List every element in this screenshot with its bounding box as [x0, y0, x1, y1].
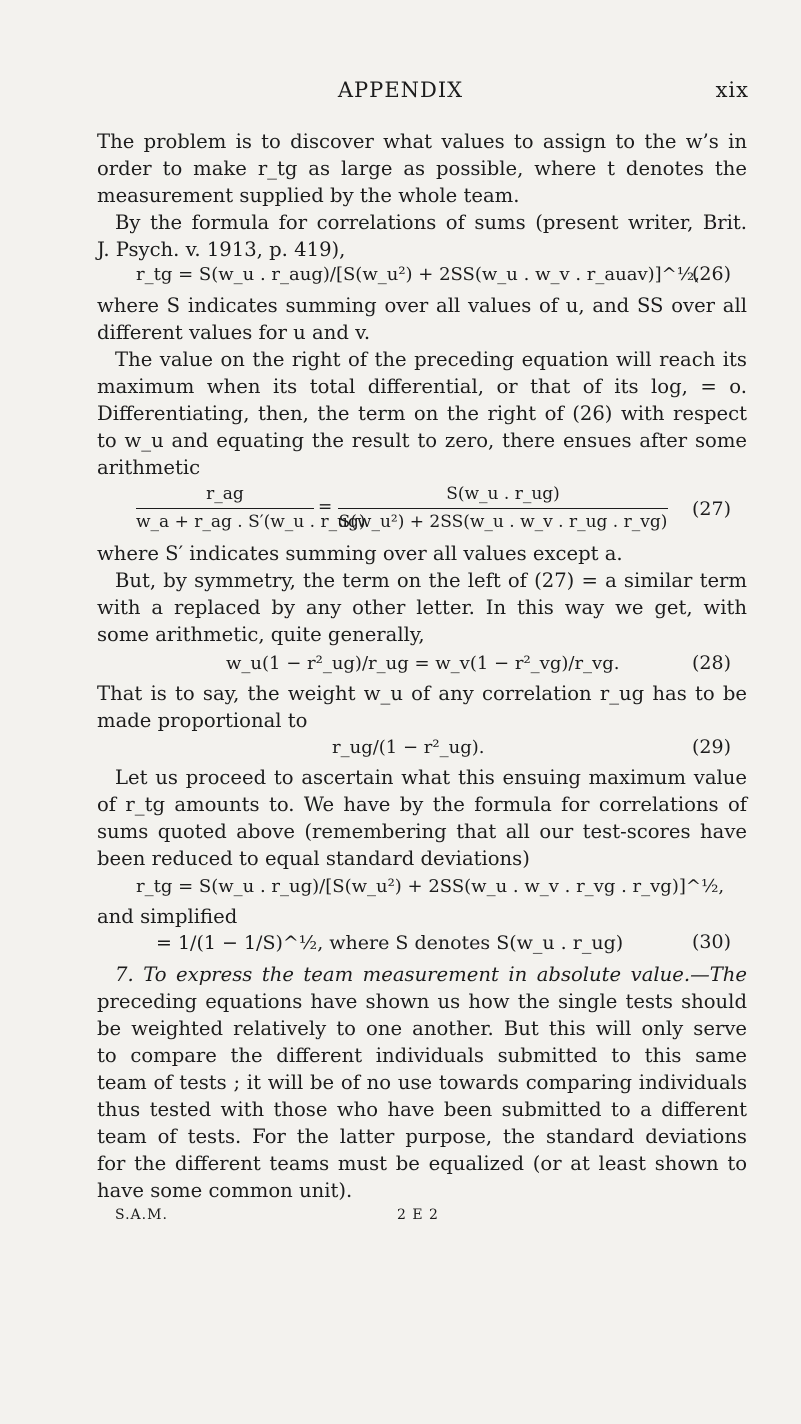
fraction-bar	[338, 508, 668, 509]
equation-number: (29)	[692, 736, 732, 758]
equation-number: (26)	[692, 263, 732, 285]
equation-30: = 1/(1 − 1/S)^½, where S denotes S(w_u . r_ug)	[156, 932, 624, 954]
text-line: By the formula for correlations of sums (present writer, Brit.	[115, 211, 747, 234]
equation-number: (28)	[692, 652, 732, 674]
text-line: arithmetic	[97, 456, 201, 479]
equation-26: r_tg = S(w_u . r_aug)/[S(w_u²) + 2SS(w_u . w_v . r_auav)]^½,	[136, 264, 700, 285]
text-line: Differentiating, then, the term on the right of (26) with respect	[97, 402, 747, 425]
text-line: be weighted relatively to one another. But this will only serve	[97, 1017, 747, 1040]
equals-sign: =	[318, 497, 333, 517]
text-line: sums quoted above (remembering that all our test-scores have	[97, 820, 747, 843]
text-line: That is to say, the weight w_u of any correlation r_ug has to be	[97, 682, 747, 705]
fraction-denominator: S(w_u²) + 2SS(w_u . w_v . r_ug . r_vg)	[338, 512, 668, 532]
text-line: for the different teams must be equalized (or at least shown to	[97, 1152, 747, 1175]
text-line: where S′ indicates summing over all values except a.	[97, 542, 623, 565]
text-line: maximum when its total differential, or that of its log, = o.	[97, 375, 747, 398]
text-line: measurement supplied by the whole team.	[97, 184, 520, 207]
equation-29: r_ug/(1 − r²_ug).	[332, 737, 485, 758]
running-title: APPENDIX	[337, 78, 464, 102]
fraction-denominator: w_a + r_ag . S′(w_u . r_ug)	[136, 512, 366, 532]
text-line: thus tested with those who have been submitted to a different	[97, 1098, 747, 1121]
text-line: with a replaced by any other letter. In this way we get, with	[97, 596, 747, 619]
text-line: Let us proceed to ascertain what this ensuing maximum value	[115, 766, 747, 789]
text-line: and simplified	[97, 905, 238, 928]
fraction-numerator: S(w_u . r_ug)	[446, 484, 560, 504]
running-header	[0, 78, 801, 108]
text-line: been reduced to equal standard deviations)	[97, 847, 530, 870]
fraction-bar	[136, 508, 314, 509]
equation-28: w_u(1 − r²_ug)/r_ug = w_v(1 − r²_vg)/r_vg.	[226, 653, 620, 674]
text-line: different values for u and v.	[97, 321, 371, 344]
equation-number: (27)	[692, 498, 732, 520]
section-heading-line: 7. To express the team measurement in absolute value.—The	[115, 963, 747, 986]
text-line: J. Psych. v. 1913, p. 419),	[97, 238, 346, 261]
text-line: But, by symmetry, the term on the left of (27) = a similar term	[115, 569, 747, 592]
footer-author-mark: S.A.M.	[115, 1207, 168, 1223]
text-line: to compare the different individuals submitted to this same	[97, 1044, 747, 1067]
text-line: team of tests ; it will be of no use towards comparing individuals	[97, 1071, 747, 1094]
text-line: of r_tg amounts to. We have by the formula for correlations of	[97, 793, 747, 816]
fraction-numerator: r_ag	[206, 484, 244, 504]
text-line: some arithmetic, quite generally,	[97, 623, 425, 646]
text-line: have some common unit).	[97, 1179, 353, 1202]
footer-signature-mark: 2 E 2	[397, 1207, 439, 1223]
equation-sum: r_tg = S(w_u . r_ug)/[S(w_u²) + 2SS(w_u . w_v . r_vg . r_vg)]^½,	[136, 876, 725, 897]
equation-number: (30)	[692, 931, 732, 953]
page-folio: xix	[715, 78, 749, 102]
text-line: The problem is to discover what values to assign to the w’s in	[97, 130, 747, 153]
text-line: where S indicates summing over all values of u, and SS over all	[97, 294, 747, 317]
text-line: order to make r_tg as large as possible, where t denotes the	[97, 157, 747, 180]
text-line: team of tests. For the latter purpose, the standard deviations	[97, 1125, 747, 1148]
text-line: to w_u and equating the result to zero, there ensues after some	[97, 429, 747, 452]
text-line: The value on the right of the preceding equation will reach its	[115, 348, 747, 371]
text-line: preceding equations have shown us how the single tests should	[97, 990, 747, 1013]
text-line: made proportional to	[97, 709, 308, 732]
